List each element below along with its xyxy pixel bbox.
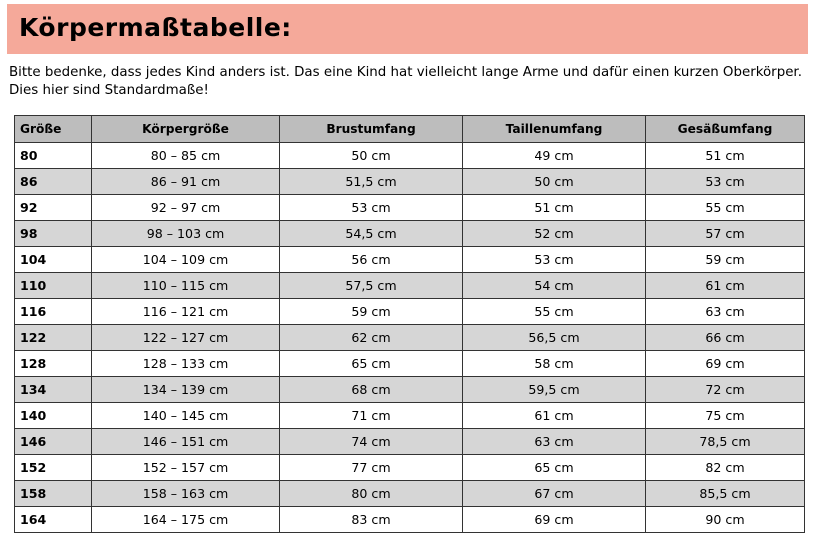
cell-groesse: 152 <box>15 455 92 481</box>
cell-koerpergroesse: 86 – 91 cm <box>92 169 280 195</box>
cell-groesse: 128 <box>15 351 92 377</box>
header-taillenumfang: Taillenumfang <box>463 116 646 143</box>
table-row <box>15 195 805 221</box>
cell-gesaessumfang: 51 cm <box>646 143 805 169</box>
cell-groesse: 86 <box>15 169 92 195</box>
cell-taillenumfang: 65 cm <box>463 455 646 481</box>
cell-taillenumfang: 58 cm <box>463 351 646 377</box>
cell-brustumfang: 65 cm <box>280 351 463 377</box>
table-row <box>15 221 805 247</box>
table-row <box>15 507 805 533</box>
cell-taillenumfang: 56,5 cm <box>463 325 646 351</box>
cell-gesaessumfang: 75 cm <box>646 403 805 429</box>
table-row <box>15 169 805 195</box>
table-row <box>15 143 805 169</box>
cell-groesse: 98 <box>15 221 92 247</box>
cell-taillenumfang: 59,5 cm <box>463 377 646 403</box>
cell-gesaessumfang: 57 cm <box>646 221 805 247</box>
cell-gesaessumfang: 78,5 cm <box>646 429 805 455</box>
cell-koerpergroesse: 152 – 157 cm <box>92 455 280 481</box>
cell-taillenumfang: 67 cm <box>463 481 646 507</box>
cell-gesaessumfang: 59 cm <box>646 247 805 273</box>
cell-koerpergroesse: 164 – 175 cm <box>92 507 280 533</box>
cell-brustumfang: 77 cm <box>280 455 463 481</box>
cell-gesaessumfang: 63 cm <box>646 299 805 325</box>
header-brustumfang: Brustumfang <box>280 116 463 143</box>
cell-taillenumfang: 49 cm <box>463 143 646 169</box>
table-row <box>15 455 805 481</box>
cell-koerpergroesse: 104 – 109 cm <box>92 247 280 273</box>
cell-gesaessumfang: 90 cm <box>646 507 805 533</box>
table-header-row <box>15 116 805 143</box>
cell-gesaessumfang: 66 cm <box>646 325 805 351</box>
table-body <box>15 143 805 533</box>
cell-taillenumfang: 61 cm <box>463 403 646 429</box>
cell-brustumfang: 57,5 cm <box>280 273 463 299</box>
cell-koerpergroesse: 80 – 85 cm <box>92 143 280 169</box>
cell-koerpergroesse: 140 – 145 cm <box>92 403 280 429</box>
cell-groesse: 104 <box>15 247 92 273</box>
title-banner <box>7 4 808 54</box>
cell-taillenumfang: 63 cm <box>463 429 646 455</box>
table-row <box>15 481 805 507</box>
table-row <box>15 403 805 429</box>
cell-brustumfang: 54,5 cm <box>280 221 463 247</box>
cell-brustumfang: 62 cm <box>280 325 463 351</box>
cell-gesaessumfang: 82 cm <box>646 455 805 481</box>
cell-brustumfang: 74 cm <box>280 429 463 455</box>
cell-brustumfang: 80 cm <box>280 481 463 507</box>
cell-taillenumfang: 55 cm <box>463 299 646 325</box>
cell-koerpergroesse: 116 – 121 cm <box>92 299 280 325</box>
cell-groesse: 134 <box>15 377 92 403</box>
cell-taillenumfang: 51 cm <box>463 195 646 221</box>
cell-gesaessumfang: 55 cm <box>646 195 805 221</box>
cell-gesaessumfang: 53 cm <box>646 169 805 195</box>
cell-taillenumfang: 50 cm <box>463 169 646 195</box>
cell-groesse: 110 <box>15 273 92 299</box>
cell-koerpergroesse: 98 – 103 cm <box>92 221 280 247</box>
cell-brustumfang: 50 cm <box>280 143 463 169</box>
cell-brustumfang: 56 cm <box>280 247 463 273</box>
table-row <box>15 299 805 325</box>
size-table <box>14 115 805 533</box>
cell-taillenumfang: 54 cm <box>463 273 646 299</box>
intro-text: Bitte bedenke, dass jedes Kind anders ist. Das eine Kind hat vielleicht lange Arme und dafür einen kurzen Oberkörper. Dies hier sind Standardmaße! <box>9 65 802 98</box>
table-row <box>15 429 805 455</box>
cell-brustumfang: 68 cm <box>280 377 463 403</box>
cell-groesse: 140 <box>15 403 92 429</box>
header-gesaessumfang: Gesäßumfang <box>646 116 805 143</box>
cell-koerpergroesse: 110 – 115 cm <box>92 273 280 299</box>
table-row <box>15 273 805 299</box>
cell-gesaessumfang: 72 cm <box>646 377 805 403</box>
cell-brustumfang: 53 cm <box>280 195 463 221</box>
cell-groesse: 92 <box>15 195 92 221</box>
cell-koerpergroesse: 122 – 127 cm <box>92 325 280 351</box>
table-row <box>15 351 805 377</box>
cell-brustumfang: 83 cm <box>280 507 463 533</box>
cell-koerpergroesse: 92 – 97 cm <box>92 195 280 221</box>
cell-taillenumfang: 53 cm <box>463 247 646 273</box>
cell-groesse: 158 <box>15 481 92 507</box>
header-koerpergroesse: Körpergröße <box>92 116 280 143</box>
cell-koerpergroesse: 146 – 151 cm <box>92 429 280 455</box>
cell-gesaessumfang: 61 cm <box>646 273 805 299</box>
cell-brustumfang: 51,5 cm <box>280 169 463 195</box>
cell-koerpergroesse: 128 – 133 cm <box>92 351 280 377</box>
cell-taillenumfang: 69 cm <box>463 507 646 533</box>
cell-brustumfang: 59 cm <box>280 299 463 325</box>
table-row <box>15 377 805 403</box>
page-title: Körpermaßtabelle: <box>19 13 292 42</box>
table-row <box>15 247 805 273</box>
cell-brustumfang: 71 cm <box>280 403 463 429</box>
header-groesse: Größe <box>15 116 92 143</box>
cell-groesse: 80 <box>15 143 92 169</box>
cell-groesse: 164 <box>15 507 92 533</box>
cell-koerpergroesse: 158 – 163 cm <box>92 481 280 507</box>
cell-groesse: 116 <box>15 299 92 325</box>
cell-gesaessumfang: 85,5 cm <box>646 481 805 507</box>
cell-groesse: 122 <box>15 325 92 351</box>
table-row <box>15 325 805 351</box>
cell-gesaessumfang: 69 cm <box>646 351 805 377</box>
cell-groesse: 146 <box>15 429 92 455</box>
cell-taillenumfang: 52 cm <box>463 221 646 247</box>
cell-koerpergroesse: 134 – 139 cm <box>92 377 280 403</box>
